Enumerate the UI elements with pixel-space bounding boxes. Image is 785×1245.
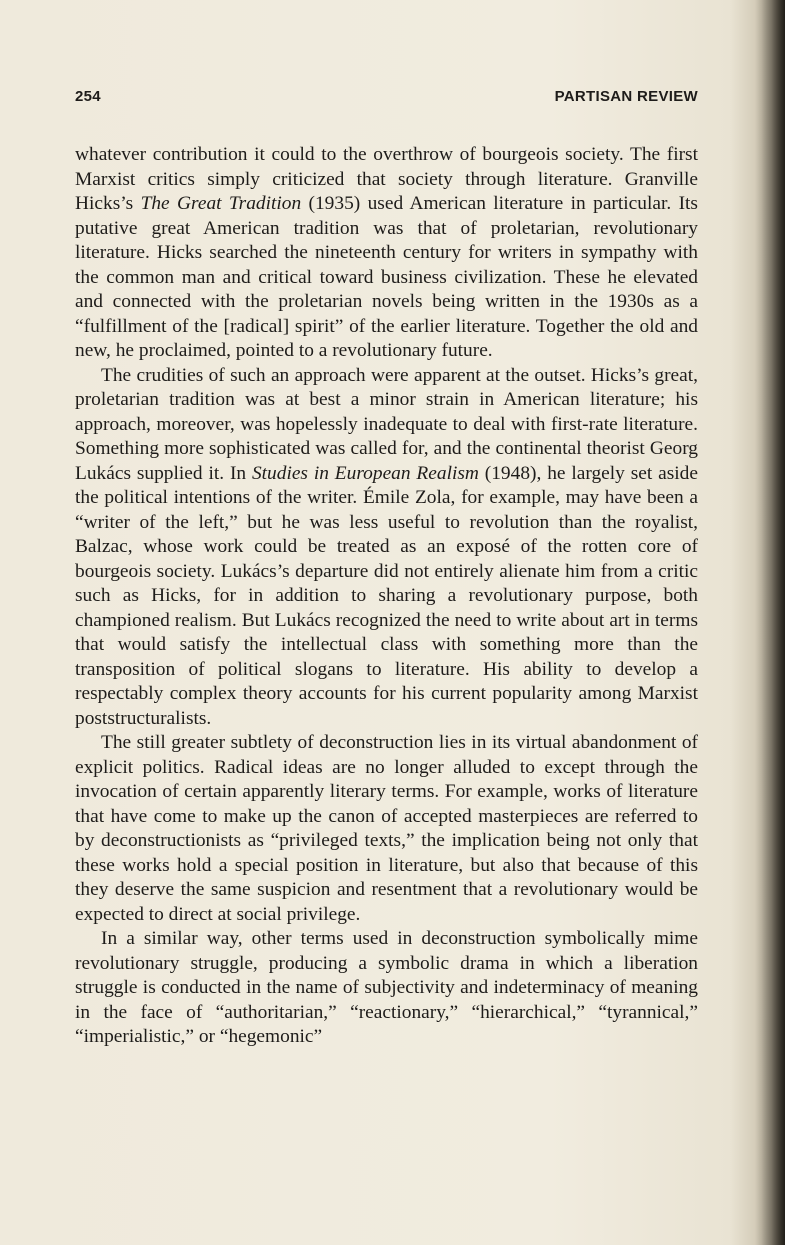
paragraph-1 — [75, 143, 698, 364]
paragraph-2-text-b: (1948), he largely set aside the political intentions of the writer. Émile Zola, for example, may have been a “writer of the left,” but he was less useful to revolution than the royalist, Balzac, whose work could be treated as an exposé of the rotten core of bourgeois society. Lukács’s departure did not entirely alienate him from a critic such as Hicks, for in addition to sharing a revolutionary purpose, both championed realism. But Lukács recognized the need to write about art in terms that would satisfy the intellectual class with something more than the transposition of political slogans to literature. His ability to develop a respectably complex theory accounts for his current popularity among Marxist poststructuralists. — [75, 462, 698, 729]
running-head — [75, 88, 698, 110]
paragraph-3-text: The still greater subtlety of deconstruction lies in its virtual abandonment of explicit politics. Radical ideas are no longer alluded to except through the invocation of certain apparently literary terms. For example, works of literature that have come to make up the canon of accepted masterpieces are referred to by deconstructionists as “privileged texts,” the implication being not only that these works hold a special position in literature, but also that because of this they deserve the same suspicion and resentment that a revolutionary would be expected to direct at social privilege. — [75, 732, 698, 925]
paragraph-2 — [75, 364, 698, 732]
paragraph-2-text-a: The crudities of such an approach were apparent at the outset. Hicks’s great, proletarian tradition was at best a minor strain in American literature; his approach, moreover, was hopelessly inadequate to deal with first-rate literature. Something more sophisticated was called for, and the continental theorist Georg Lukács supplied it. In — [75, 364, 698, 484]
page-number: 254 — [75, 88, 101, 105]
page-gutter-shadow — [755, 0, 785, 1245]
book-title-the-great-tradition: The Great Tradition — [140, 193, 302, 214]
journal-title: PARTISAN REVIEW — [554, 88, 698, 105]
paragraph-4 — [75, 927, 698, 1050]
paragraph-1-text-a: whatever contribution it could to the overthrow of bourgeois society. The first Marxist critics simply criticized that society through literature. Granville Hicks’s — [75, 144, 698, 214]
body-text — [75, 143, 698, 1050]
paragraph-3 — [75, 731, 698, 927]
paragraph-4-text: In a similar way, other terms used in deconstruction symbolically mime revolutionary struggle, producing a symbolic drama in which a liberation struggle is conducted in the name of subjectivity and indeterminacy of meaning in the face of “authoritarian,” “reactionary,” “hierarchical,” “tyrannical,” “imperialistic,” or “hegemonic” — [75, 928, 698, 1047]
paragraph-1-text-b: (1935) used American literature in particular. Its putative great American tradition was that of proletarian, revolutionary literature. Hicks searched the nineteenth century for writers in sympathy with the common man and critical toward business civilization. These he elevated and connected with the proletarian novels being written in the 1930s as a “fulfillment of the [radical] spirit” of the earlier literature. Together the old and new, he proclaimed, pointed to a revolutionary future. — [75, 193, 698, 361]
book-title-studies-in-european-realism: Studies in European Realism — [251, 462, 479, 484]
